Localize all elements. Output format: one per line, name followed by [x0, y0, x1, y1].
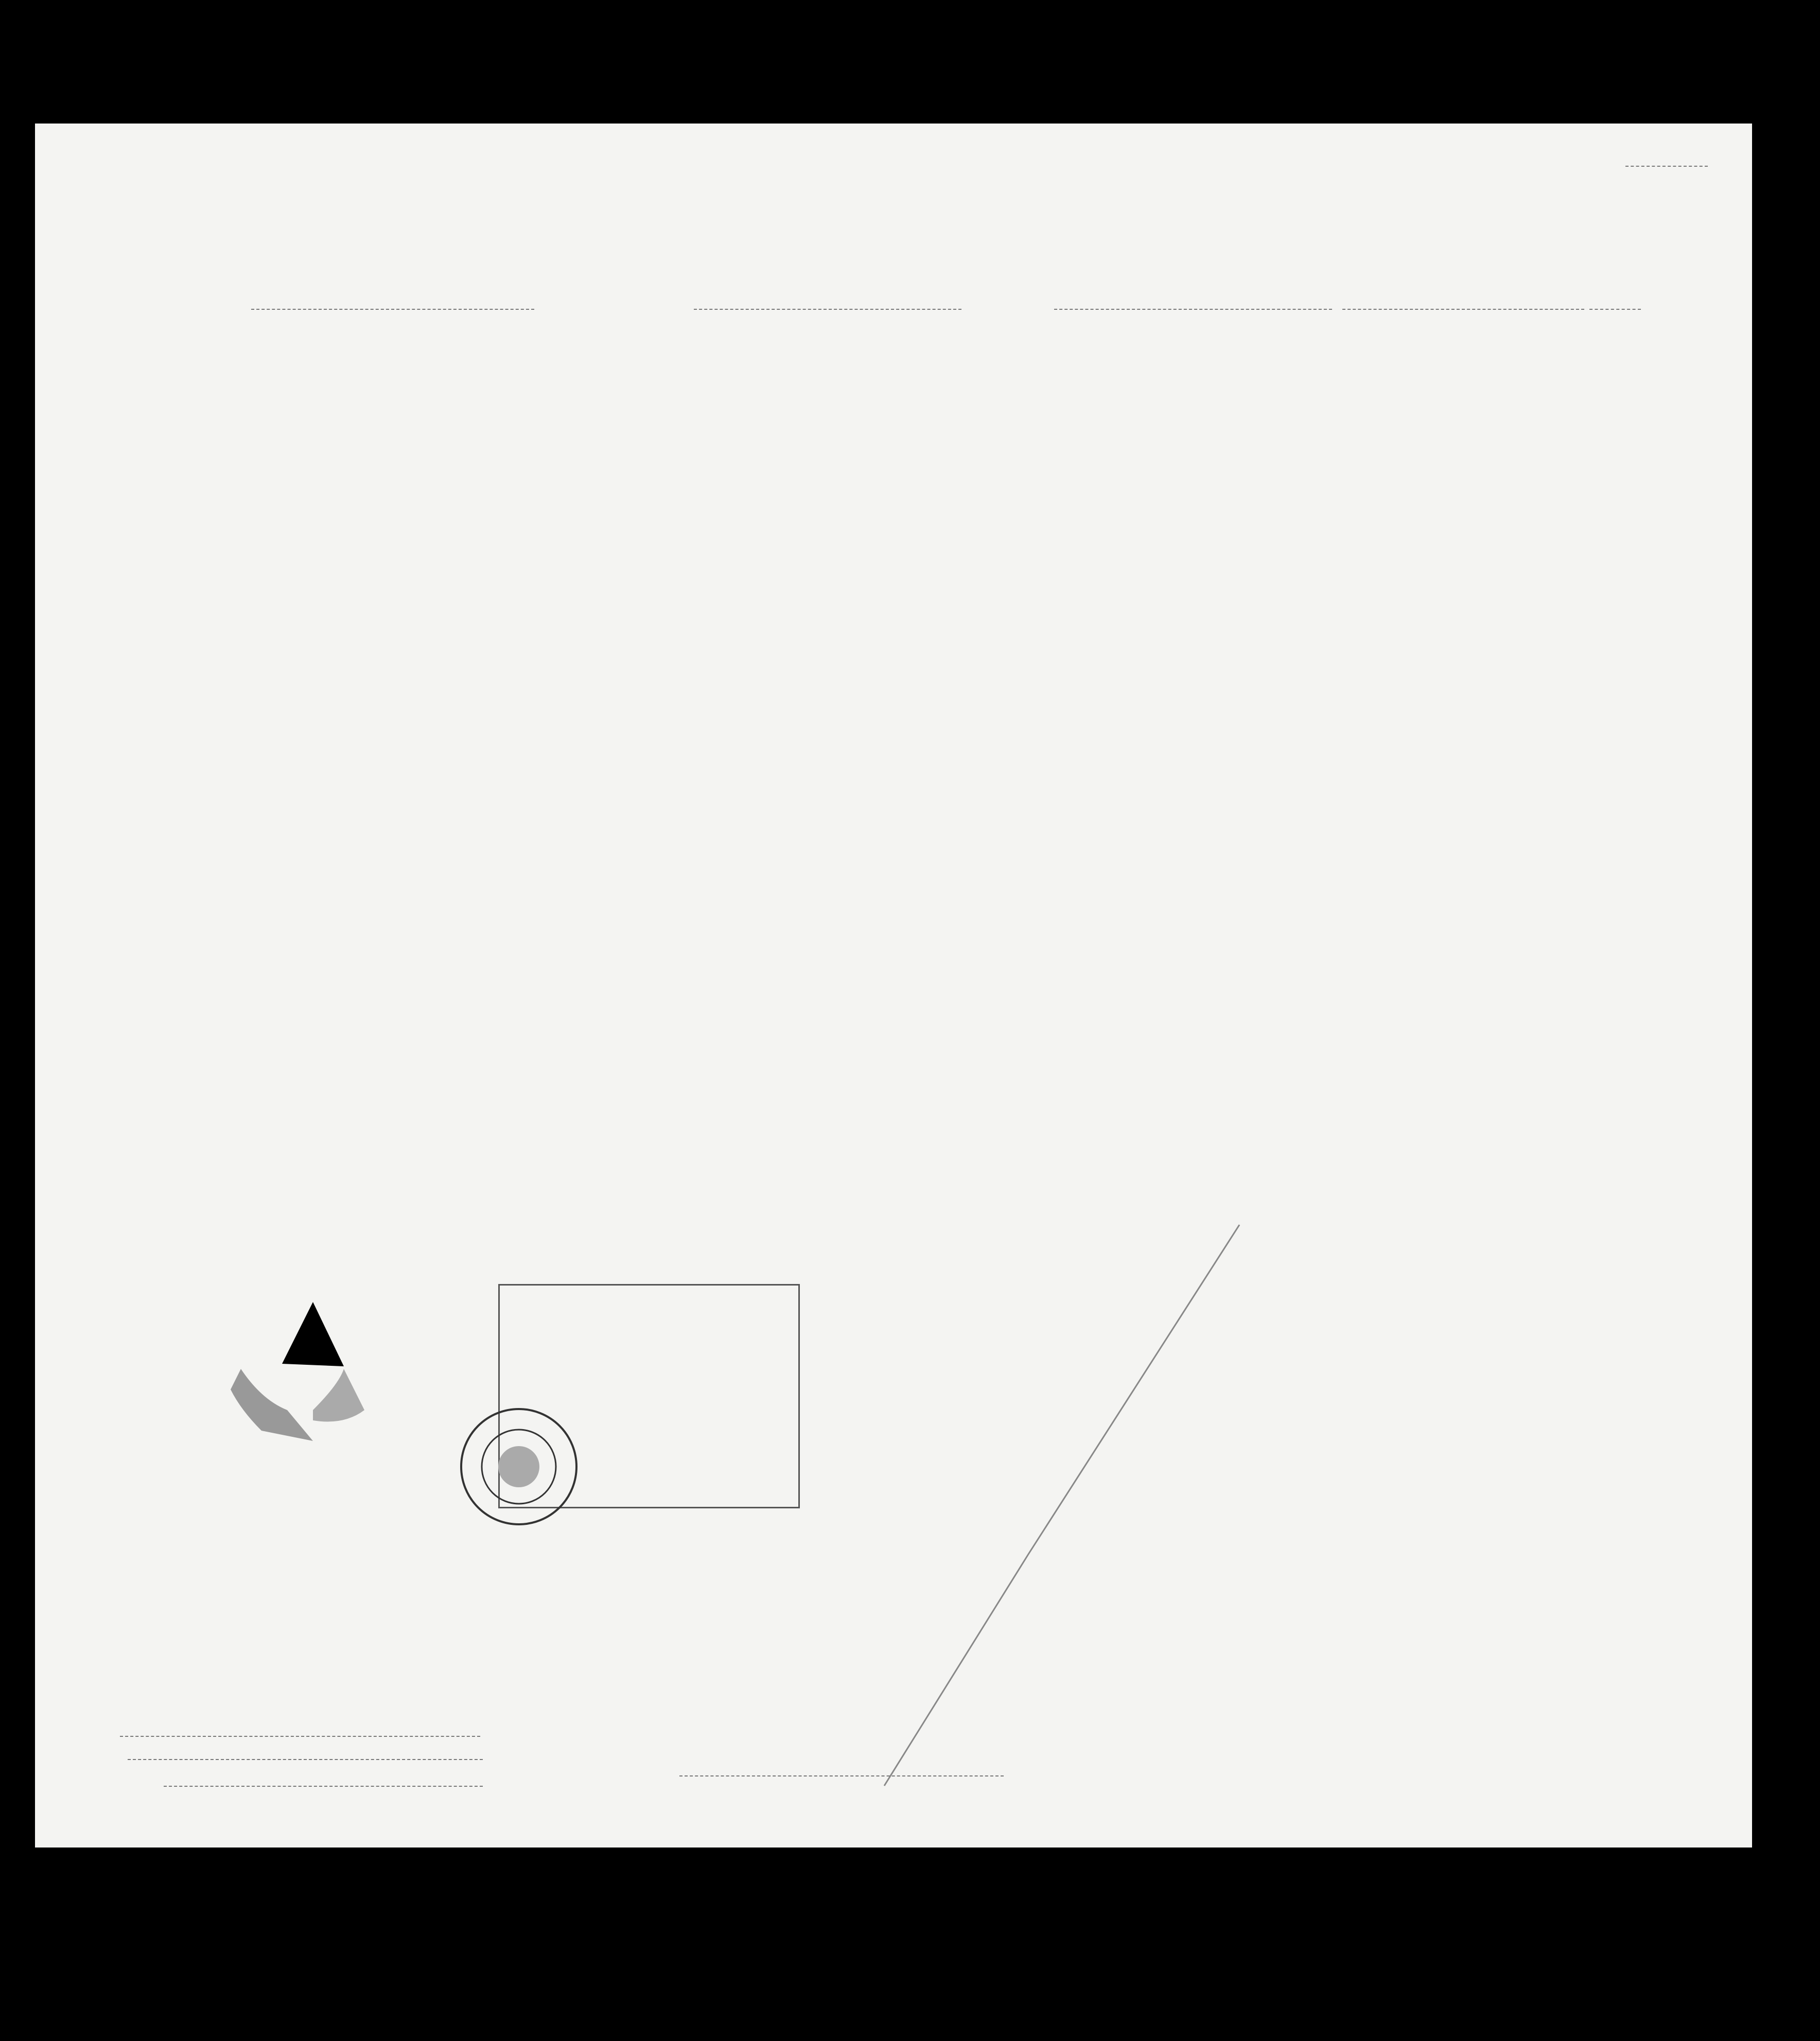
starburst-seal: [210, 1256, 478, 1477]
manifest-page: [35, 124, 1752, 1848]
inspector-check-line: [35, 124, 1752, 1848]
